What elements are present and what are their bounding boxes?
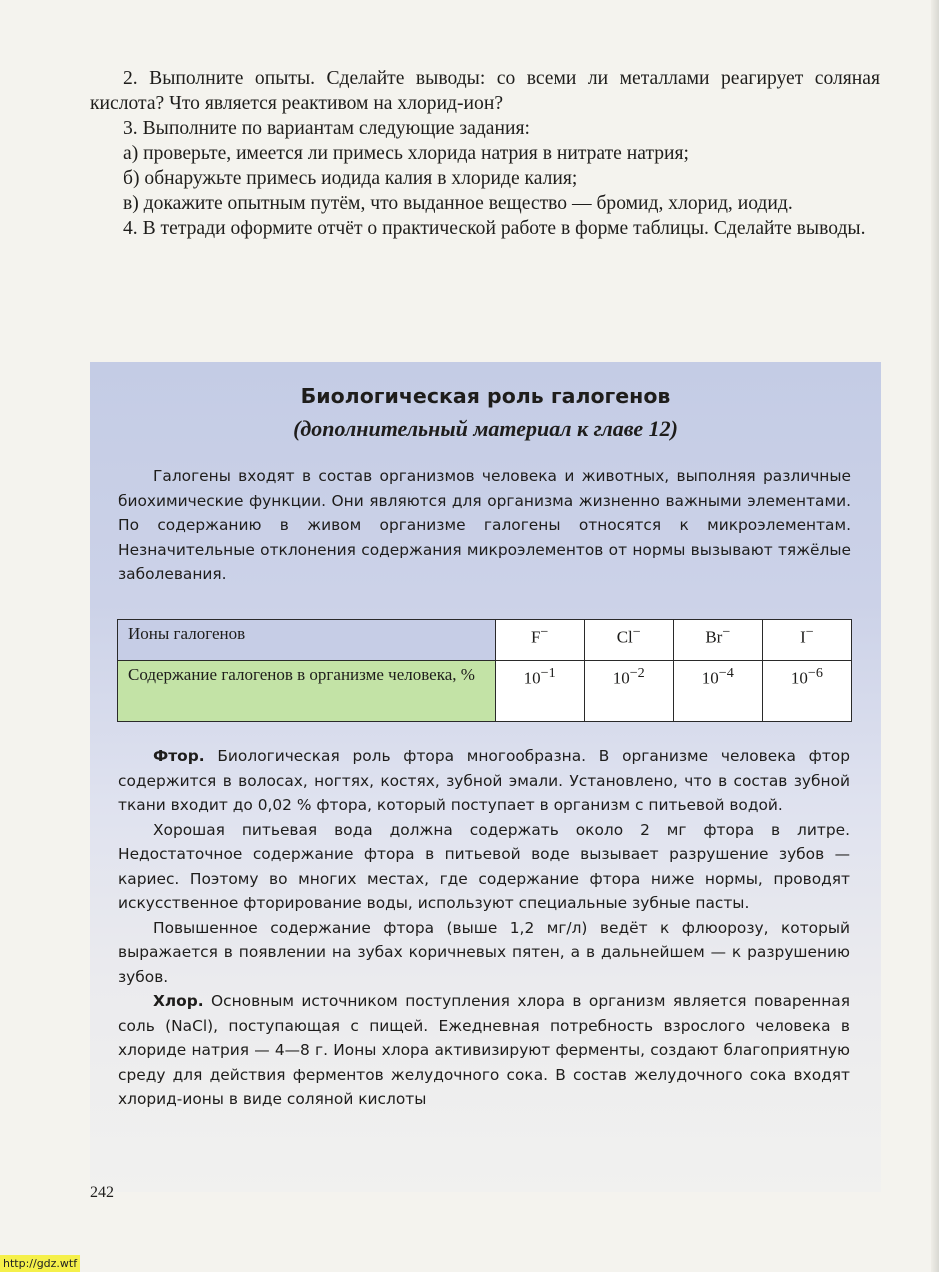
task-4: 4. В тетради оформите отчёт о практической работе в форме таблицы. Сделайте выводы.	[123, 218, 866, 239]
chlor-paragraph	[118, 989, 850, 1112]
fluor-text: Биологическая роль фтора многообразна. В организме человека фтор содержится в волосах, ногтях, костях, зубной эмали. Установлено, что в состав зубной ткани входит до 0,02 % фтора, который поступает в организм с питьевой водой.	[118, 747, 850, 814]
ion-cell: F−	[495, 620, 584, 661]
table-row	[118, 661, 852, 722]
ion-cell: Br−	[673, 620, 762, 661]
content-cell: $10^{-2}$	[584, 661, 673, 722]
task-3c: в) докажите опытным путём, что выданное вещество — бромид, хлорид, иодид.	[123, 193, 793, 214]
watermark-link[interactable]: http://gdz.wtf	[0, 1255, 80, 1272]
content-cell: $10^{-4}$	[673, 661, 762, 722]
intro-paragraph	[118, 464, 851, 587]
chlor-heading: Хлор.	[153, 992, 204, 1010]
table-header-label: Ионы галогенов	[118, 620, 496, 661]
table-row	[118, 620, 852, 661]
fluor-paragraph	[118, 744, 850, 818]
fluor-paragraph-3: Повышенное содержание фтора (выше 1,2 мг/л) ведёт к флюорозу, который выражается в появлении на зубах коричневых пятен, а в дальнейшем — к разрушению зубов.	[118, 918, 850, 986]
task-3a: а) проверьте, имеется ли примесь хлорида натрия в нитрате натрия;	[123, 143, 689, 164]
fluor-paragraph-2: Хорошая питьевая вода должна содержать около 2 мг фтора в литре. Недостаточное содержание фтора в питьевой воде вызывает разрушение зубов — кариес. Поэтому во многих местах, где содержание фтора ниже нормы, проводят искусственное фторирование воды, используют специальные зубные пасты.	[118, 820, 850, 912]
halogen-content-table	[117, 619, 852, 722]
fluor-heading: Фтор.	[153, 747, 205, 765]
page-number: 242	[90, 1184, 114, 1201]
task-3: 3. Выполните по вариантам следующие задания:	[123, 118, 530, 139]
content-cell: $10^{-6}$	[762, 661, 851, 722]
section-title: Биологическая роль галогенов	[300, 384, 671, 408]
ion-cell: Cl−	[584, 620, 673, 661]
intro-text: Галогены входят в состав организмов человека и животных, выполняя различные биохимические функции. Они являются для организма жизненно важными элементами. По содержанию в живом организме галогены относятся к микроэлементам. Незначительные отклонения содержания микроэлементов от нормы вызывают тяжёлые заболевания.	[118, 467, 851, 583]
task-3b: б) обнаружьте примесь иодида калия в хлориде калия;	[123, 168, 578, 189]
chlor-text: Основным источником поступления хлора в организм является поваренная соль (NaCl), поступающая с пищей. Ежедневная потребность взрослого человека в хлориде натрия — 4—8 г. Ионы хлора активизируют ферменты, создают благоприятную среду для действия ферментов желудочного сока. В состав желудочного сока входят хлорид-ионы в виде соляной кислоты	[118, 992, 850, 1108]
section-subtitle: (дополнительный материал к главе 12)	[293, 416, 678, 441]
content-cell: $10^{-1}$	[495, 661, 584, 722]
article-body	[118, 744, 850, 1112]
task-2: 2. Выполните опыты. Сделайте выводы: со всеми ли металлами реагирует соляная кислота? Что является реактивом на хлорид-ион?	[90, 68, 880, 114]
task-list	[90, 66, 880, 241]
table-row-label: Содержание галогенов в организме человека, %	[118, 661, 496, 722]
ion-cell: I−	[762, 620, 851, 661]
page-edge	[931, 0, 939, 1272]
